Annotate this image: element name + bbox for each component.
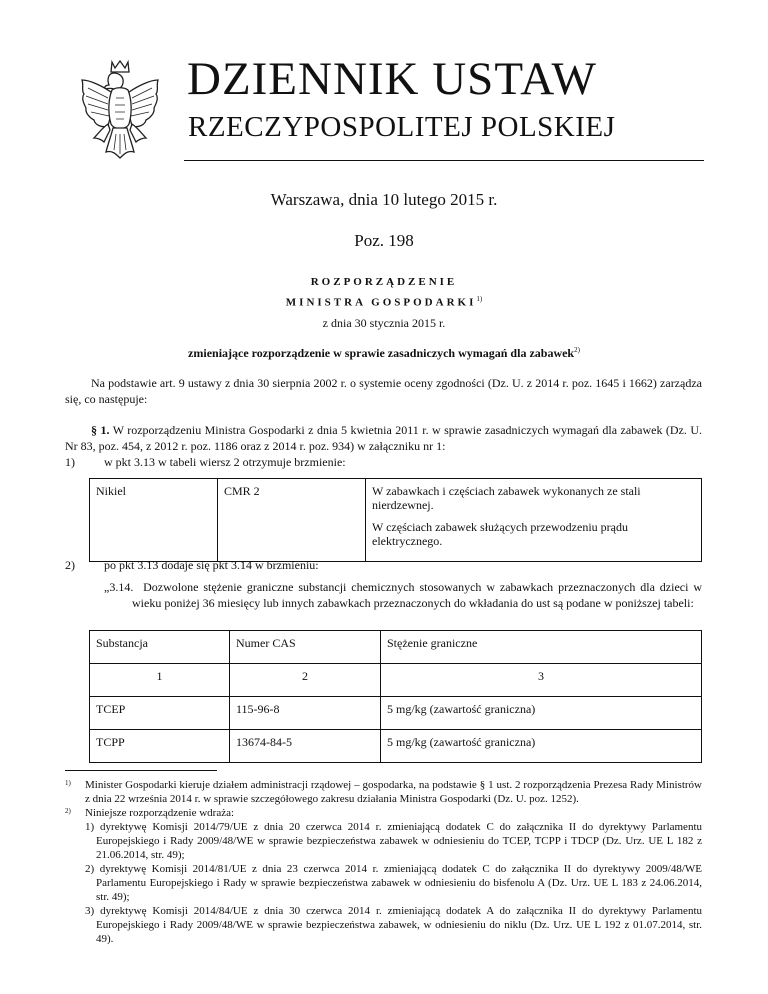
footnote-ref-1[interactable]: 1) [476,295,483,303]
table-cell: 5 mg/kg (zawartość graniczna) [381,730,702,763]
note-1: W zabawkach i częściach zabawek wykonanych ze stali nierdzewnej. [372,484,641,512]
footnote-1 [65,778,702,806]
table-cell: 13674-84-5 [230,730,381,763]
table-cell: 115-96-8 [230,697,381,730]
footnote-mark: 1) [65,779,71,787]
table-row [90,697,702,730]
act-issuer: MINISTRA GOSPODARKI$^{1)}$ [285,295,483,309]
section-1: § 1. W rozporządzeniu Ministra Gospodarki z dnia 5 kwietnia 2011 r. w sprawie zasadniczych wymagań dla zabawek (Dz. U. Nr 83, poz. 454, z 2012 r. poz. 1186 oraz z 2014 r. poz. 934) w załączniku nr 1: [65,423,702,453]
item-1-number: 1) [65,455,75,469]
colnum-cell: 1 [90,664,230,697]
table-cell: CMR 2 [218,479,366,562]
limits-table [89,630,702,763]
table-cell: 5 mg/kg (zawartość graniczna) [381,697,702,730]
footnote-list-item: 2) dyrektywę Komisji 2014/81/UE z dnia 23 czerwca 2014 r. zmieniającą dodatek C do załącznika II do dyrektywy 2009/48/WE Parlamentu Europejskiego i Rady w sprawie bezpieczeństwa zabawek w odniesieniu do bisfenolu A (Dz. Urz. UE L 183 z 24.06.2014, str. 49); [85,863,702,903]
act-type: ROZPORZĄDZENIE [310,276,458,288]
footnote-intro: Niniejsze rozporządzenie wdraża: [85,807,235,819]
item-2-text: po pkt 3.13 dodaje się pkt 3.14 w brzmieniu: [104,558,319,572]
footnote-2 [65,806,702,946]
header-cell: Substancja [90,631,230,664]
polish-eagle-icon [78,58,162,160]
colnum-cell: 3 [381,664,702,697]
item-2-number: 2) [65,558,75,572]
point-3-14: „3.14. Dozwolone stężenie graniczne substancji chemicznych stosowanych w zabawkach przeznaczonych dla dzieci w wieku poniżej 36 miesięcy lub innych zabawkach przeznaczonych do wkładania do ust są podane w poniższej tabeli: [104,580,702,610]
nickel-table [89,478,702,562]
header-cell: Numer CAS [230,631,381,664]
act-title: zmieniające rozporządzenie w sprawie zasadniczych wymagań dla zabawek$^{2)}$ [188,346,580,360]
footnote-text: Minister Gospodarki kieruje działem administracji rządowej – gospodarka, na podstawie § 1 ust. 2 rozporządzenia Prezesa Rady Ministrów z dnia 22 września 2014 r. w sprawie szczegółowego zakresu działania Ministra Gospodarki (Dz. U. poz. 1252). [85,779,702,805]
header-cell: Stężenie graniczne [381,631,702,664]
table-row [90,730,702,763]
table-cell: TCPP [90,730,230,763]
note-2: W częściach zabawek służących przewodzeniu prądu elektrycznego. [372,520,628,548]
footnote-ref-2[interactable]: 2) [574,346,580,354]
act-date: z dnia 30 stycznia 2015 r. [322,316,446,330]
colnum-cell: 2 [230,664,381,697]
journal-title: DZIENNIK USTAW [187,53,597,105]
table-header-row [90,631,702,664]
publication-date: Warszawa, dnia 10 lutego 2015 r. [270,190,498,209]
table-cell [366,479,702,562]
footnote-list-item: 1) dyrektywę Komisji 2014/79/UE z dnia 20 czerwca 2014 r. zmieniającą dodatek C do załącznika II do dyrektywy Parlamentu Europejskiego i Rady 2009/48/WE w sprawie bezpieczeństwa zabawek w odniesieniu do TCEP, TCPP i TDCP (Dz. Urz. UE L 182 z 21.06.2014, str. 49); [85,821,702,861]
table-cell: Nikiel [90,479,218,562]
table-cell: TCEP [90,697,230,730]
footnote-mark: 2) [65,807,71,815]
table-row [90,479,702,562]
journal-subtitle: RZECZYPOSPOLITEJ POLSKIEJ [188,111,616,143]
footnote-separator [65,770,217,771]
footnote-list-item: 3) dyrektywę Komisji 2014/84/UE z dnia 30 czerwca 2014 r. zmieniającą dodatek A do załącznika II do dyrektywy Parlamentu Europejskiego i Rady 2009/48/WE w sprawie bezpieczeństwa zabawek, w odniesieniu do niklu (Dz. Urz. UE L 192 z 01.07.2014, str. 49). [85,905,702,945]
position-number: Poz. 198 [354,231,414,250]
item-1-text: w pkt 3.13 w tabeli wiersz 2 otrzymuje brzmienie: [104,455,346,469]
header-rule [184,160,704,161]
table-colnum-row [90,664,702,697]
preamble: Na podstawie art. 9 ustawy z dnia 30 sierpnia 2002 r. o systemie oceny zgodności (Dz. U. z 2014 r. poz. 1645 i 1662) zarządza się, co następuje: [65,376,702,406]
